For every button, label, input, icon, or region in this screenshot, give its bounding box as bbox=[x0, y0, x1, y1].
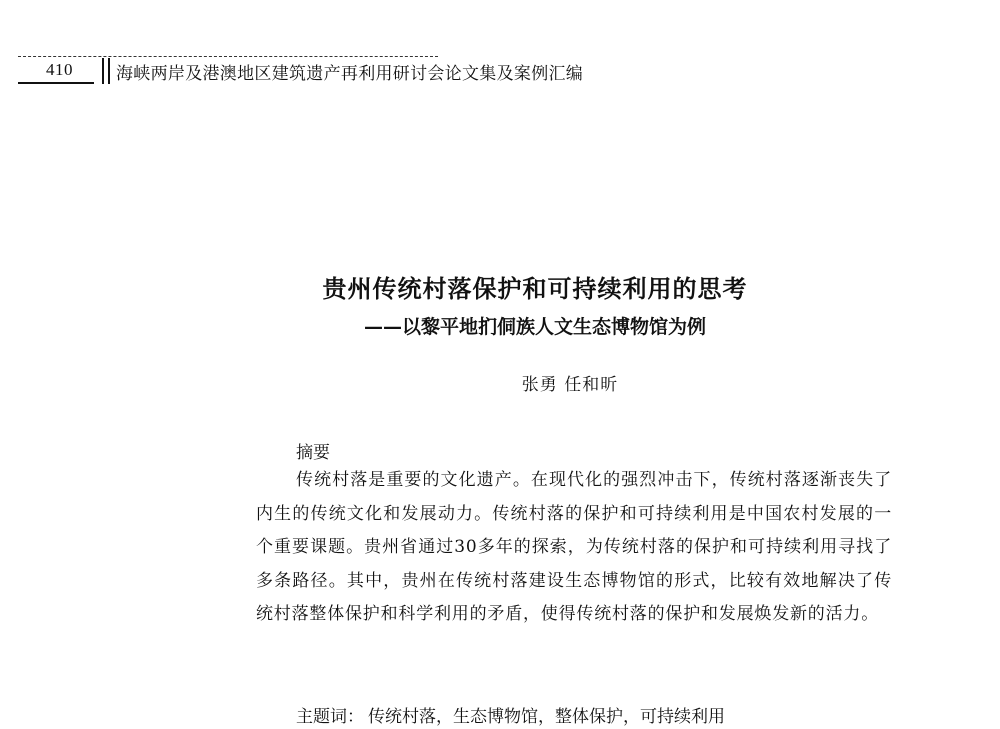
running-title: 海峡两岸及港澳地区建筑遗产再利用研讨会论文集及案例汇编 bbox=[116, 64, 584, 84]
keywords-label: 主题词： bbox=[296, 707, 364, 727]
running-header bbox=[18, 56, 738, 88]
article-authors: 张勇 任和昕 bbox=[521, 375, 619, 395]
article-subtitle: ——以黎平地扪侗族人文生态博物馆为例 bbox=[363, 316, 706, 338]
page-number: 410 bbox=[46, 60, 73, 79]
keywords-text: 传统村落，生态博物馆，整体保护，可持续利用 bbox=[368, 707, 725, 727]
keywords-line bbox=[296, 702, 725, 727]
article-title: 贵州传统村落保护和可持续利用的思考 bbox=[322, 274, 748, 303]
header-dashed-rule bbox=[18, 56, 438, 57]
abstract-body: 传统村落是重要的文化遗产。在现代化的强烈冲击下，传统村落逐渐丧失了内生的传统文化和发展动力。传统村落的保护和可持续利用是中国农村发展的一个重要课题。贵州省通过30多年的探索，为传统村落的保护和可持续利用寻找了多条路径。其中，贵州在传统村落建设生态博物馆的形式，比较有效地解决了传统村落整体保护和科学利用的矛盾，使得传统村落的保护和发展焕发新的活力。 bbox=[256, 470, 892, 624]
header-divider bbox=[108, 58, 110, 84]
abstract-heading: 摘要 bbox=[296, 443, 330, 463]
header-underline-rule bbox=[18, 82, 94, 84]
header-divider bbox=[102, 58, 104, 84]
